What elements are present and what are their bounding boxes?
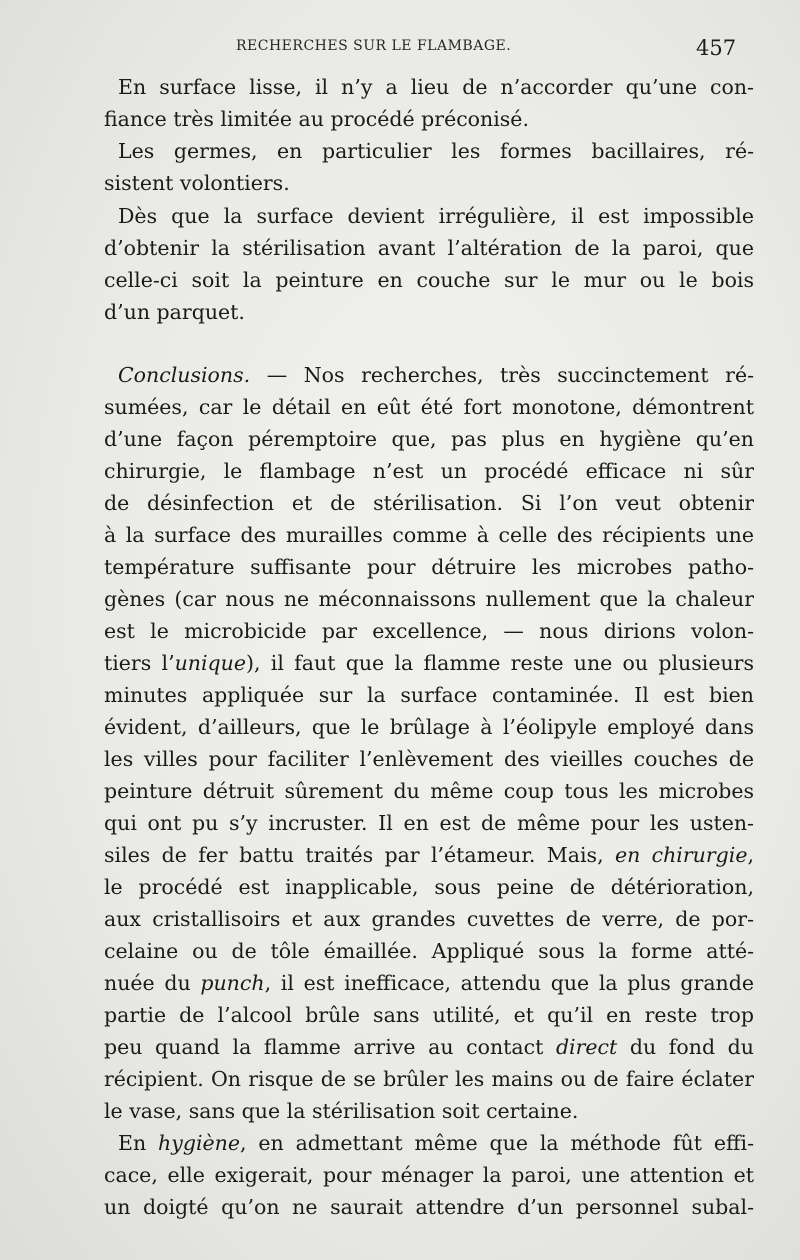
text-line: gènes (car nous ne méconnaissons nullement que la chaleur bbox=[104, 587, 754, 611]
text-line: Conclusions. — Nos recherches, très succinctement ré- bbox=[118, 363, 754, 387]
text-line: d’obtenir la stérilisation avant l’altération de la paroi, que bbox=[104, 236, 754, 260]
text-line: chirurgie, le flambage n’est un procédé efficace ni sûr bbox=[104, 459, 754, 483]
text-line: le vase, sans que la stérilisation soit certaine. bbox=[104, 1099, 579, 1123]
text-line: fiance très limitée au procédé préconisé. bbox=[104, 107, 529, 131]
text-line: les villes pour faciliter l’enlèvement des vieilles couches de bbox=[104, 747, 754, 771]
running-head bbox=[0, 36, 800, 60]
text-line: siles de fer battu traités par l’étameur. Mais, en chirurgie, bbox=[104, 843, 754, 867]
text-line: peu quand la flamme arrive au contact direct du fond du bbox=[104, 1035, 754, 1059]
text-line: En hygiène, en admettant même que la méthode fût effi- bbox=[118, 1131, 754, 1155]
text-line: Les germes, en particulier les formes bacillaires, ré- bbox=[118, 139, 754, 163]
running-title: RECHERCHES SUR LE FLAMBAGE. bbox=[236, 38, 512, 54]
text-line: sumées, car le détail en eût été fort monotone, démontrent bbox=[104, 395, 754, 419]
text-line: qui ont pu s’y incruster. Il en est de même pour les usten- bbox=[104, 811, 754, 835]
text-line: à la surface des murailles comme à celle des récipients une bbox=[104, 523, 754, 547]
text-line: tiers l’unique), il faut que la flamme reste une ou plusieurs bbox=[104, 651, 754, 675]
text-line: celaine ou de tôle émaillée. Appliqué sous la forme atté- bbox=[104, 939, 754, 963]
text-line: nuée du punch, il est inefficace, attendu que la plus grande bbox=[104, 971, 754, 995]
text-line: cace, elle exigerait, pour ménager la paroi, une attention et bbox=[104, 1163, 754, 1187]
text-line: est le microbicide par excellence, — nous dirions volon- bbox=[104, 619, 754, 643]
text-line: partie de l’alcool brûle sans utilité, et qu’il en reste trop bbox=[104, 1003, 754, 1027]
text-line: celle-ci soit la peinture en couche sur le mur ou le bois bbox=[104, 268, 754, 292]
text-line: Dès que la surface devient irrégulière, il est impossible bbox=[118, 204, 754, 228]
text-line: le procédé est inapplicable, sous peine de détérioration, bbox=[104, 875, 754, 899]
page-number: 457 bbox=[696, 36, 737, 60]
conclusions-heading: Conclusions. bbox=[118, 363, 251, 387]
text-line: peinture détruit sûrement du même coup tous les microbes bbox=[104, 779, 754, 803]
text-line: température suffisante pour détruire les microbes patho- bbox=[104, 555, 754, 579]
text-line: évident, d’ailleurs, que le brûlage à l’éolipyle employé dans bbox=[104, 715, 754, 739]
text-line: minutes appliquée sur la surface contaminée. Il est bien bbox=[104, 683, 754, 707]
text-line: sistent volontiers. bbox=[104, 171, 290, 195]
text-line: récipient. On risque de se brûler les mains ou de faire éclater bbox=[104, 1067, 754, 1091]
text-line: d’une façon péremptoire que, pas plus en hygiène qu’en bbox=[104, 427, 754, 451]
text-line: de désinfection et de stérilisation. Si l’on veut obtenir bbox=[104, 491, 754, 515]
text-line: d’un parquet. bbox=[104, 300, 245, 324]
text-line: En surface lisse, il n’y a lieu de n’accorder qu’une con- bbox=[118, 75, 754, 99]
text-line: un doigté qu’on ne saurait attendre d’un personnel subal- bbox=[104, 1195, 754, 1219]
text-line: aux cristallisoirs et aux grandes cuvettes de verre, de por- bbox=[104, 907, 754, 931]
